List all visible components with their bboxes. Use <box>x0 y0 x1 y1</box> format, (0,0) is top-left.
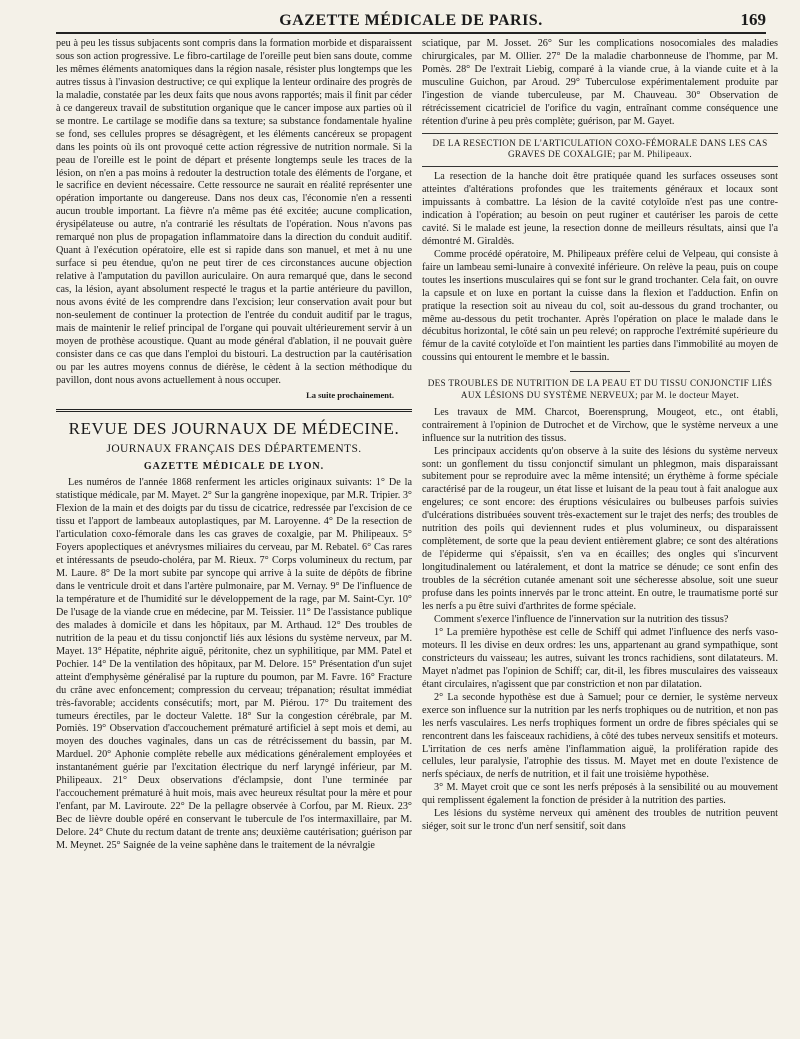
troubles-paragraph: 1° La première hypothèse est celle de Schiff qui admet l'influence des nerfs vaso-moteurs. Il les divise en deux ordres: les uns, appartenant au grand sympathique, sont constricteurs du vaisseau; les autres, suivant les troncs rachidiens, sont dilatateurs. M. Mayet n'admet pas l'opinion de Schiff; car, dit-il, les fibres musculaires des vaisseaux étant circulaires, n'agissent que par constriction et non par dilatation. <box>422 626 778 690</box>
left-column <box>56 38 412 853</box>
resection-paragraph: La resection de la hanche doit être pratiquée quand les surfaces osseuses sont atteintes d'altérations profondes que les traitements généraux et locaux sont impuissants à combattre. La lésion de la cavité cotyloïde n'est pas une contre-indication à l'opération; au besoin on peut ruginer et cautériser les parois de cette cavité. Si le malade est jeune, la resection donne de meilleurs résultats, ainsi que l'a démontré M. Giraldès. <box>422 171 778 247</box>
section-title: JOURNAUX FRANÇAIS DES DÉPARTEMENTS. <box>106 443 362 456</box>
troubles-paragraph: Les travaux de MM. Charcot, Boerensprung, Mougeot, etc., ont établi, contrairement à l'opinion de Dutrochet et de Virchow, que le système nerveux a une influence sur la nutrition des tissus. <box>422 406 778 444</box>
journal-review-title: REVUE DES JOURNAUX DE MÉDECINE. <box>68 418 400 438</box>
troubles-paragraph: Les principaux accidents qu'on observe à la suite des lésions du système nerveux sont: un gonflement du tissu conjonctif simulant un phlegmon, mais disparaissant subitement pour se reproduire avec la même intensité; un érythème à forme spéciale caractérisé par de la rougeur, un état lisse et luisant de la peau tout à fait analogue aux engelures; ce sont encore: des éruptions vésiculaires ou bulbeuses parfois suivies d'ulcérations distribuées souvent très-exactement sur le trajet des nerfs; des troubles de nutrition des poils qui deviennent rudes et plus volumineux, ou disparaissent complètement, de sorte que la peau devient entièrement glabre; ce sont des altérations de l'épiderme qui s'épaissit, s'en va en écailles; des ongles qui s'incurvent longitudinalement ou latéralement, et dont la matrice se dénude; ce sont enfin des troubles de la sécrétion cutanée amenant soit une sécheresse absolue, soit une sueur profuse dans les points innervés par le tronc atteint. En outre, le traumatisme porté sur les nerfs a pu être suivi d'arthrites de forme spéciale. <box>422 445 778 613</box>
lyon-articles-continuation: sciatique, par M. Josset. 26° Sur les complications nosocomiales des maladies chirurgicales, par M. Ollier. 27° De la maladie charbonneuse de l'homme, par M. Pomès. 28° De l'extrait Liebig, comparé à la viande crue, à la viande cuite et à la musculine Guichon, par Aroud. 29° Tuberculose expérimentalement produite par l'ingestion de viande tuberculeuse, par M. Chauveau. 30° Observation de rétrécissement cicatriciel de l'orifice du vagin, entraînant comme conséquence une rétention d'urine à peu près complète; guérison, par M. Gayet. <box>422 38 778 127</box>
troubles-paragraph: Comment s'exerce l'influence de l'innervation sur la nutrition des tissus? <box>434 613 729 625</box>
troubles-paragraph: 2° La seconde hypothèse est due à Samuel; pour ce dernier, le système nerveux exerce son influence sur la nutrition par les nerfs trophiques ou de nutrition, et non pas les nerfs vasculaires. Les nerfs trophiques forment un ordre de fibres spéciales qui se rencontrent dans les faisceaux rachidiens, à côté des tubes nerveux sensitifs et moteurs. L'irritation de ces nerfs amène l'inflammation aiguë, la prolifération rapide des cellules, leur paralysie, l'atrophie des tissus. M. Mayet met en doute l'existence de nerfs spéciaux, de nerfs de nutrition, et il fait une troisième hypothèse. <box>422 691 778 781</box>
running-title: GAZETTE MÉDICALE DE PARIS. <box>279 12 543 29</box>
resection-article-heading <box>422 138 778 161</box>
section-divider <box>56 409 412 412</box>
resection-heading-text: DE LA RESECTION DE L'ARTICULATION COXO-FÉMORALE DANS LES CAS GRAVES DE COXALGIE <box>432 137 768 160</box>
right-column <box>422 38 778 834</box>
to-be-continued-note: La suite prochainement. <box>306 389 394 400</box>
continuation-paragraph: peu à peu les tissus subjacents sont compris dans la formation morbide et disparaissent sous son action progressive. Le fibro-cartilage de l'oreille peut bien sans doute, comme les mêmes éléments anatomiques dans la région nasale, résister plus longtemps que les autres tissus à l'invasion destructive; ce qui explique la lenteur ordinaire des progrès de la maladie, constatée par les deux faits que nous avons rapportés; mais il finit par céder à ce dangereux travail de substitution organique que le cancer impose aux parties où il se montre. Le cartilage se modifie dans sa texture; sa substance fondamentale hyaline se fond, ses cellules propres se désagrègent, et les éléments cancéreux se propagent dans les points où ils ont provoqué cette action régressive de nutrition normale. Si la peau de l'oreille est le point de départ et présente longtemps seule les traces de la lésion, on n'en a pas moins à redouter la destruction totale des éléments de l'organe, et le sacrifice en devient nécessaire. Cette ressource ne saurait en réalité représenter une opération importante ou dangereuse. Dans nos deux cas, l'économie n'en a ressenti aucun trouble important. La fièvre n'a même pas été excitée; aucune complication, érysipélateuse ou autre, n'a contrarié les résultats de l'opération. Nous n'avons pas remarqué non plus de propagation inflammatoire dans la direction du conduit auditif. Quant à l'exécution opératoire, elle est si rapide dans son manuel, et met à nu une surface si peu étendue, qu'on ne peut tirer de ces circonstances aucune objection relative à l'amputation du pavillon auriculaire. On aura remarqué que, dans le second cas, la lésion, ayant absolument respecté le tragus et la partie antérieure du pavillon, nous avons évité de les comprendre dans l'excision; leur conservation avait pour but non-seulement de continuer la protection de l'entrée du conduit auditif par le tragus, mais de maintenir le relief principal de l'organe qui pouvait ultérieurement servir à un moyen de prothèse acoustique. Quant au mode général d'ablation, il ne pouvait guère consister dans ce cas que dans l'emploi du bistouri. La destruction par la cautérisation ou par les autres moyens connus de diérèse, le cèdent à la section méthodique du pavillon, dont nous avons actuellement à nous occuper. <box>56 38 412 386</box>
resection-paragraph: Comme procédé opératoire, M. Philipeaux préfère celui de Velpeau, qui consiste à faire un lambeau semi-lunaire à convexité inférieure. On relève la peau, puis on coupe toutes les insertions musculaires qui se font sur le grand trochanter. Cela fait, on ouvre la capsule et on luxe en portant la cuisse dans la flexion et l'adduction. Enfin on pratique la resection soit au niveau du col, soit au-dessous du grand trochanter, ou même au-dessous du petit trochanter. Après l'opération on place le malade dans le décubitus horizontal, le côté sain un peu relevé; on rapproche l'extrémité supérieure du fémur de la cavité cotyloïde et l'on maintient les parties dans l'immobilité au moyen de coussins qui entourent le membre et le bassin. <box>422 248 778 364</box>
page-header <box>56 10 766 34</box>
troubles-paragraph: Les lésions du système nerveux qui amènent des troubles de nutrition peuvent siéger, soit sur le tronc d'un nerf sensitif, soit dans <box>422 808 778 833</box>
troubles-paragraph: 3° M. Mayet croit que ce sont les nerfs préposés à la sensibilité ou au mouvement qui remplissent également la fonction de présider à la nutrition des parties. <box>422 782 778 807</box>
page-number: 169 <box>740 10 766 29</box>
article-divider <box>570 371 630 372</box>
troubles-article-heading <box>422 378 778 401</box>
troubles-heading-text: DES TROUBLES DE NUTRITION DE LA PEAU ET DU TISSU CONJONCTIF LIÉS AUX LÉSIONS DU SYSTÈME NERVEUX <box>427 378 773 401</box>
troubles-heading-author: ; par M. le docteur Mayet. <box>635 390 740 401</box>
resection-heading-author: ; par M. Philipeaux. <box>612 149 692 160</box>
gazette-lyon-title: GAZETTE MÉDICALE DE LYON. <box>143 460 325 472</box>
lyon-articles-list: Les numéros de l'année 1868 renferment les articles originaux suivants: 1° De la statistique médicale, par M. Mayet. 2° Sur la gangrène inopexique, par M.R. Tripier. 3° Flexion de la main et des doigts par du tissu de cicatrice, redressée par l'excision de ce tissu et l'apport de lambeaux autoplastiques, par M. Laroyenne. 4° De la resection de l'articulation coxo-fémorale dans les cas graves de coxalgie, par M. Philipeaux. 5° Foyers apoplectiques et anévrysmes miliaires du cerveau, par M. Rebatel. 6° Cas rares et intéressants de pseudo-choléra, par M. Rieux. 7° Corps volumineux du rectum, par M. Laure. 8° De la mort subite par syncope qui arrive à la suite de dépôts de fibrine dans le ventricule droit et dans l'artère pulmonaire, par M. Vernay. 9° De l'influence de la température et de l'humidité sur le développement de la rage, par M. Saint-Cyr. 10° De l'usage de la viande crue en médecine, par M. Teissier. 11° De l'assistance publique des malades à domicile et dans les hôpitaux, par M. Arthaud. 12° Des troubles de nutrition de la peau et du tissu conjonctif liés aux lésions du système nerveux, par M. Mayet. 13° Hépatite, néphrite aiguë, péritonite, chez un syphilitique, par MM. Patel et Pochier. 14° De la ventilation des hôpitaux, par M. Delore. 15° Présentation d'un sujet atteint d'emphysème généralisé par la rupture du poumon, par M. Favre. 16° Fracture du crâne avec enfoncement; compression du cerveau; trépanation; résultat immédiat très-favorable; accidents consécutifs; mort, par M. Piérou. 17° Du traitement des tumeurs érectiles, par le docteur Valette. 18° Sur la congestion cérébrale, par M. Pomiès. 19° Observation d'accouchement prématuré artificiel à sept mois et demi, au moyen des douches vaginales, dans un cas de rétrécissement du bassin, par M. Marduel. 20° Aphonie complète rebelle aux médications généralement employées et instantanément guérie par l'excitation électrique du nerf laryngé inférieur, par M. Philipeaux. 21° Deux observations d'éclampsie, dont l'une terminée par l'accouchement prématuré à huit mois, mais avec heureux résultat pour la mère et pour l'enfant, par M. Laviroute. 22° De la pellagre observée à Corfou, par M. Rieux. 23° Bec de lièvre double opéré en conservant le tubercule de l'os intermaxillaire, par M. Delore. 24° Chute du rectum datant de trente ans; deuxième cautérisation; guérison par M. Meynet. 25° Saignée de la veine saphène dans le traitement de la névralgie <box>56 477 412 852</box>
article-divider <box>422 166 778 167</box>
article-divider <box>422 133 778 134</box>
